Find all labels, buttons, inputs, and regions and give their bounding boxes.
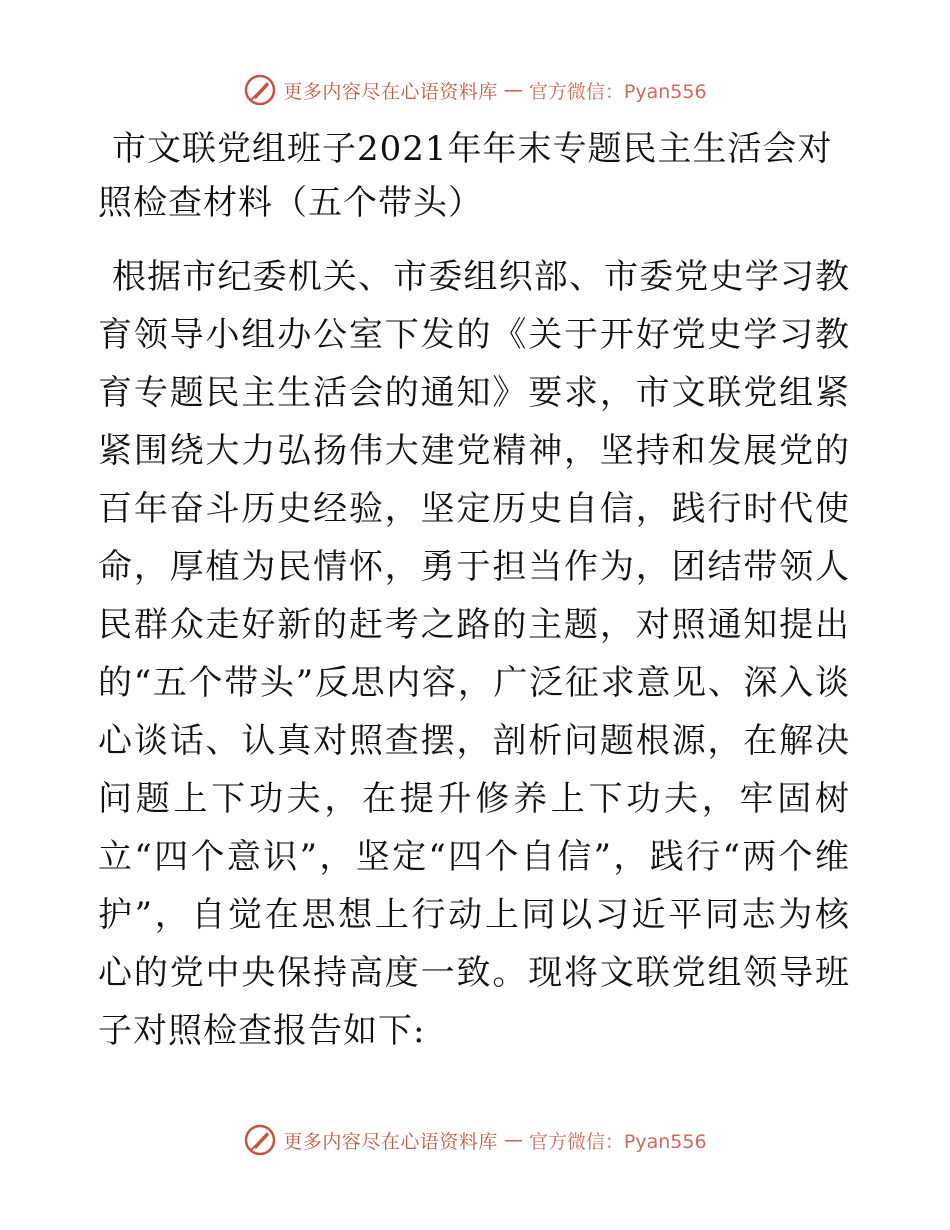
watermark-footer (0, 1120, 950, 1160)
document-title: 市文联党组班子2021年年末专题民主生活会对照检查材料（五个带头） (98, 129, 833, 223)
watermark-header (0, 70, 950, 110)
watermark-dash: — (503, 1129, 523, 1151)
watermark-wechat-text: 官方微信：Pyan556 (528, 1130, 707, 1153)
watermark-wechat-text: 官方微信：Pyan556 (528, 80, 707, 103)
document-body (98, 122, 850, 1060)
watermark-main-text: 更多内容尽在心语资料库 (283, 1130, 498, 1153)
quill-logo-icon (243, 1123, 277, 1157)
watermark-main-text: 更多内容尽在心语资料库 (283, 80, 498, 103)
watermark-dash: — (503, 79, 523, 101)
quill-logo-icon (243, 73, 277, 107)
document-paragraph: 根据市纪委机关、市委组织部、市委党史学习教育领导小组办公室下发的《关于开好党史学习教育专题民主生活会的通知》要求，市文联党组紧紧围绕大力弘扬伟大建党精神，坚持和发展党的百年奋斗历史经验，坚定历史自信，践行时代使命，厚植为民情怀，勇于担当作为，团结带领人民群众走好新的赶考之路的主题，对照通知提出的“五个带头”反思内容，广泛征求意见、深入谈心谈话、认真对照查摆，剖析问题根源，在解决问题上下功夫，在提升修养上下功夫，牢固树立“四个意识”，坚定“四个自信”，践行“两个维护”，自觉在思想上行动上同以习近平同志为核心的党中央保持高度一致。现将文联党组领导班子对照检查报告如下: (98, 257, 850, 1051)
